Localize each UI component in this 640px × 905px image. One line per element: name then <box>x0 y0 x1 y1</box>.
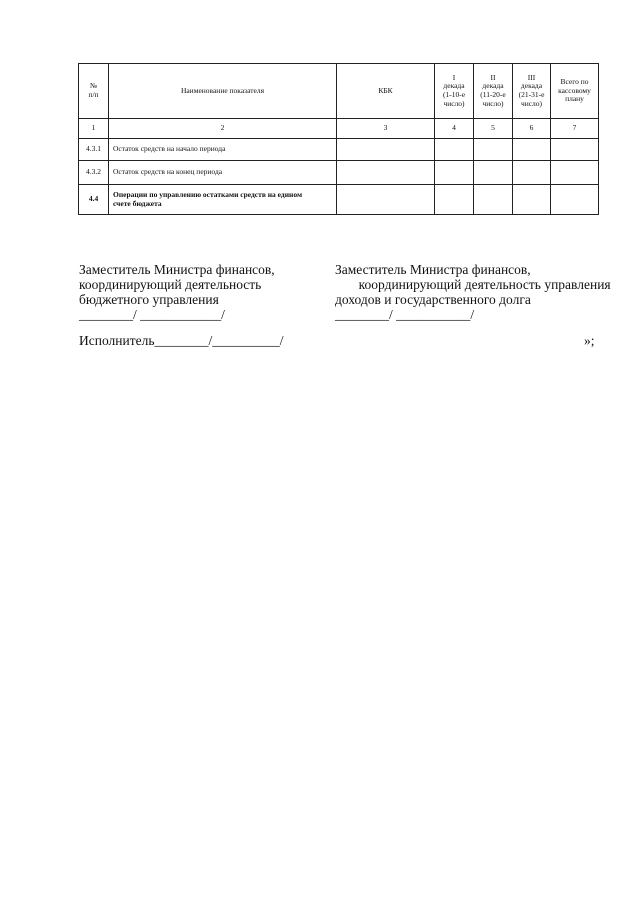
col-number: 6 <box>513 119 551 139</box>
row-cell <box>513 185 551 215</box>
col-number: 4 <box>435 119 474 139</box>
row-cell <box>513 139 551 161</box>
table-row <box>79 139 599 161</box>
header-decade-1: I декада (1-10-е число) <box>435 64 474 119</box>
row-num: 4.3.2 <box>79 161 109 185</box>
row-name: Остаток средств на начало периода <box>109 139 337 161</box>
table-row <box>79 185 599 215</box>
row-cell <box>474 139 513 161</box>
row-cell <box>435 161 474 185</box>
row-cell <box>474 185 513 215</box>
row-cell <box>551 139 599 161</box>
header-row <box>79 64 599 119</box>
signature-line: бюджетного управления <box>79 292 219 307</box>
col-number: 3 <box>337 119 435 139</box>
col-number: 7 <box>551 119 599 139</box>
col-number: 5 <box>474 119 513 139</box>
report-table <box>78 63 599 215</box>
row-cell <box>551 161 599 185</box>
signature-left <box>79 262 275 322</box>
column-numbers-row <box>79 119 599 139</box>
header-name: Наименование показателя <box>109 64 337 119</box>
col-number: 2 <box>109 119 337 139</box>
row-cell <box>551 185 599 215</box>
header-decade-2: II декада (11-20-е число) <box>474 64 513 119</box>
signature-line: координирующий деятельность управления <box>335 277 611 292</box>
closing-quote: »; <box>584 333 595 348</box>
row-cell <box>435 139 474 161</box>
signature-line: ________/ ___________/ <box>335 307 475 322</box>
executor-line: Исполнитель________/__________/ <box>79 333 284 348</box>
signature-line: Заместитель Министра финансов, <box>79 262 275 277</box>
header-total: Всего по кассовому плану <box>551 64 599 119</box>
col-number: 1 <box>79 119 109 139</box>
signature-line: Заместитель Министра финансов, <box>335 262 531 277</box>
signature-right <box>335 262 611 322</box>
row-num: 4.4 <box>79 185 109 215</box>
row-cell <box>337 185 435 215</box>
row-cell <box>474 161 513 185</box>
row-cell <box>435 185 474 215</box>
header-decade-3: III декада (21-31-е число) <box>513 64 551 119</box>
signature-line: координирующий деятельность <box>79 277 262 292</box>
row-name: Остаток средств на конец периода <box>109 161 337 185</box>
row-cell <box>513 161 551 185</box>
row-name: Операции по управлению остатками средств на едином счете бюджета <box>109 185 337 215</box>
signature-line: ________/ ____________/ <box>79 307 225 322</box>
signature-line: доходов и государственного долга <box>335 292 531 307</box>
header-kbk: КБК <box>337 64 435 119</box>
table-row <box>79 161 599 185</box>
row-num: 4.3.1 <box>79 139 109 161</box>
row-cell <box>337 139 435 161</box>
row-cell <box>337 161 435 185</box>
header-num: № п/п <box>79 64 109 119</box>
